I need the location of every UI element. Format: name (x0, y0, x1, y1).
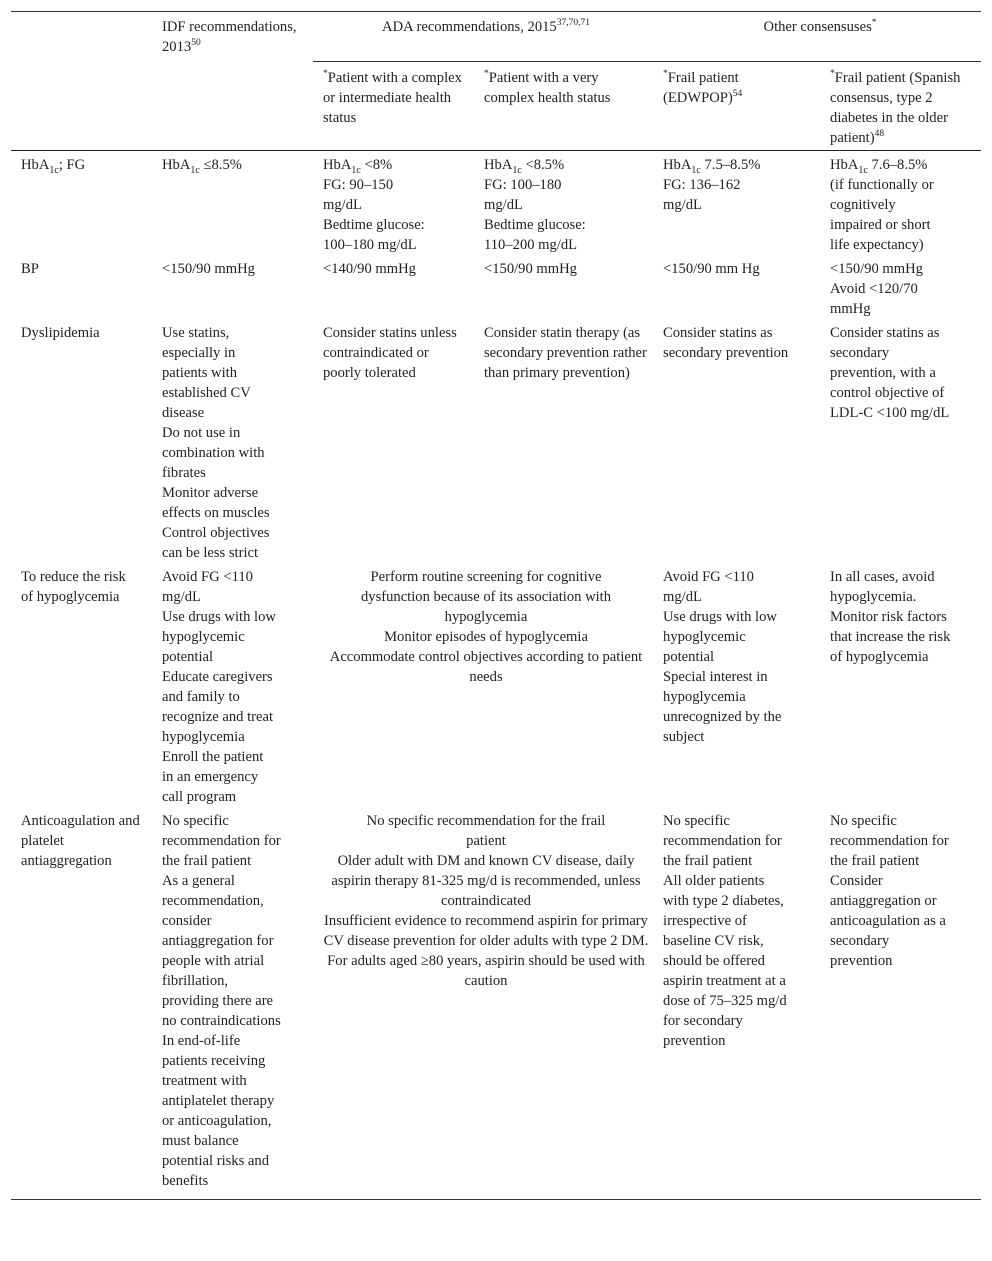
hb-value: <8% (360, 157, 393, 173)
cell-hba1c-ada-very (474, 151, 653, 258)
subheader-spanish-ref: 48 (874, 129, 885, 139)
subheader-edwpop-mark: * (663, 69, 668, 79)
table-row-hba1c (11, 151, 981, 258)
cell-anticoag-edwpop (653, 809, 820, 1200)
header-idf (152, 12, 313, 151)
hb-prefix: HbA (323, 157, 352, 173)
hb-sub: 1c (190, 165, 200, 176)
cell-line: As a general recommendation, consider antiaggregation for people with atrial fibrillation, providing there are no contraindications (162, 873, 281, 1029)
cell-line: Enroll the patient in an emergency call program (162, 749, 264, 805)
cell-hypoglycemia-idf (152, 565, 313, 809)
row-label-hypoglycemia: To reduce the risk of hypoglycemia (21, 569, 126, 605)
cell-hba1c-ada-very-fg: FG: 100–180 mg/dL (484, 177, 562, 213)
subheader-edwpop-label: Frail patient (EDWPOP) (663, 70, 739, 106)
subheader-spanish (820, 62, 981, 151)
cell-bp-spanish-line: <150/90 mmHg (830, 261, 923, 277)
cell-line: Avoid FG <110 mg/dL (663, 569, 754, 605)
cell-hba1c-spanish (820, 151, 981, 258)
cell-hba1c-edwpop-hb (663, 155, 816, 175)
cell-line: Avoid FG <110 mg/dL (162, 569, 253, 605)
cell-bp-spanish-line: Avoid <120/70 mmHg (830, 281, 918, 317)
cell-hba1c-ada-complex (313, 151, 474, 258)
hb-value: 7.6–8.5% (867, 157, 928, 173)
cell-hba1c-ada-complex-hb (323, 155, 470, 175)
header-other (653, 12, 981, 62)
cell-hba1c-spanish-hb (830, 155, 977, 175)
header-ada-label: ADA recommendations, 2015 (382, 19, 557, 35)
cell-hba1c-ada-complex-fg: FG: 90–150 mg/dL (323, 177, 394, 213)
subheader-spanish-label: Frail patient (Spanish consensus, type 2 diabetes in the older patient) (830, 70, 961, 146)
cell-anticoag-spanish (820, 809, 981, 1200)
cell-dyslipidemia-spanish: Consider statins as secondary prevention, with a control objective of LDL-C <100 mg/dL (830, 325, 950, 421)
cell-bp-ada-complex: <140/90 mmHg (323, 261, 416, 277)
cell-line: Perform routine screening for cognitive dysfunction because of its association with hypoglycemia (360, 569, 612, 625)
cell-line: No specific recommendation for the frail patient (830, 813, 949, 869)
hb-value: <8.5% (521, 157, 565, 173)
row-label-bp: BP (21, 261, 39, 277)
subheader-ada-very-label: Patient with a very complex health status (484, 70, 611, 106)
cell-line: Insufficient evidence to recommend aspirin for primary CV disease prevention for older adults with type 2 DM. For adults aged ≥80 years, aspirin should be used with caution (323, 913, 649, 989)
subheader-ada-complex (313, 62, 474, 151)
hb-sub: 1c (858, 165, 868, 176)
hb-value: 7.5–8.5% (700, 157, 761, 173)
cell-hypoglycemia-ada (313, 565, 653, 809)
cell-hypoglycemia-spanish (820, 565, 981, 809)
cell-line: Control objectives can be less strict (162, 525, 270, 561)
header-idf-label: IDF recommendations, 2013 (162, 19, 297, 55)
cell-line: Special interest in hypoglycemia unrecognized by the subject (663, 669, 782, 745)
cell-dyslipidemia-ada-very: Consider statin therapy (as secondary prevention rather than primary prevention) (484, 325, 647, 381)
table-row-dyslipidemia (11, 321, 981, 565)
hb-prefix: HbA (663, 157, 692, 173)
cell-line: No specific recommendation for the frail patient (366, 813, 606, 849)
cell-bp-ada-very: <150/90 mmHg (484, 261, 577, 277)
subheader-ada-complex-mark: * (323, 69, 328, 79)
subheader-ada-very (474, 62, 653, 151)
subheader-spanish-mark: * (830, 69, 835, 79)
cell-hba1c-idf-value: ≤8.5% (199, 157, 242, 173)
header-idf-ref: 50 (191, 38, 201, 48)
cell-line: In end-of-life patients receiving treatment with antiplatelet therapy or anticoagulation, must balance potential risks and benefits (162, 1033, 275, 1189)
cell-line: No specific recommendation for the frail patient (162, 813, 281, 869)
cell-line: Use drugs with low hypoglycemic potential (663, 609, 777, 665)
cell-dyslipidemia-edwpop: Consider statins as secondary prevention (663, 325, 789, 361)
hb-sub: 1c (691, 165, 701, 176)
row-label-hba1c (11, 151, 152, 258)
cell-line: Use statins, especially in patients with established CV disease (162, 325, 251, 421)
row-label-anticoagulation: Anticoagulation and platelet antiaggregation (11, 809, 152, 1200)
cell-hypoglycemia-edwpop (653, 565, 820, 809)
cell-bp-spanish (820, 257, 981, 321)
header-empty-cell-2 (11, 62, 152, 151)
hb-sub: 1c (512, 165, 522, 176)
header-ada-ref: 37,70,71 (556, 18, 590, 28)
table-row-hypoglycemia (11, 565, 981, 809)
hb-prefix: HbA (830, 157, 859, 173)
cell-hba1c-ada-very-bed: Bedtime glucose: 110–200 mg/dL (484, 217, 586, 253)
cell-hba1c-ada-very-hb (484, 155, 649, 175)
cell-line: Accommodate control objectives according to patient needs (329, 649, 643, 685)
cell-bp-idf: <150/90 mmHg (162, 261, 255, 277)
cell-line: Monitor risk factors that increase the risk of hypoglycemia (830, 609, 951, 665)
cell-line: In all cases, avoid hypoglycemia. (830, 569, 935, 605)
cell-anticoag-ada (313, 809, 653, 1200)
cell-hba1c-edwpop-fg: FG: 136–162 mg/dL (663, 177, 741, 213)
row-label-dyslipidemia: Dyslipidemia (21, 325, 100, 341)
cell-line: Monitor adverse effects on muscles (162, 485, 270, 521)
hb-sub: 1c (351, 165, 361, 176)
cell-line: Older adult with DM and known CV disease, daily aspirin therapy 81-325 mg/d is recommended, unless contraindicated (331, 853, 641, 909)
row-label-hba1c-a: HbA (21, 157, 50, 173)
cell-hba1c-edwpop (653, 151, 820, 258)
cell-hba1c-spanish-note: (if functionally or cognitively impaired or short life expectancy) (830, 177, 934, 253)
table-row-bp (11, 257, 981, 321)
cell-line: No specific recommendation for the frail patient (663, 813, 782, 869)
cell-dyslipidemia-ada-complex: Consider statins unless contraindicated or poorly tolerated (323, 325, 457, 381)
header-other-label: Other consensuses (763, 19, 872, 35)
cell-dyslipidemia-idf (152, 321, 313, 565)
cell-line: All older patients with type 2 diabetes, irrespective of baseline CV risk, should be offered aspirin treatment at a dose of 75–325 mg/d for secondary prevention (663, 873, 787, 1049)
header-other-mark: * (871, 18, 877, 28)
hb-prefix: HbA (162, 157, 191, 173)
recommendations-table (11, 11, 981, 1200)
cell-line: Educate caregivers and family to recognize and treat hypoglycemia (162, 669, 274, 745)
subheader-edwpop (653, 62, 820, 151)
subheader-ada-complex-label: Patient with a complex or intermediate health status (323, 70, 462, 126)
cell-hba1c-idf (152, 151, 313, 258)
cell-hba1c-ada-complex-bed: Bedtime glucose: 100–180 mg/dL (323, 217, 425, 253)
subheader-ada-very-mark: * (484, 69, 489, 79)
hb-prefix: HbA (484, 157, 513, 173)
subheader-edwpop-ref: 54 (732, 89, 743, 99)
row-label-hba1c-b: ; FG (58, 157, 86, 173)
row-label-hba1c-sub: 1c (49, 165, 59, 176)
cell-line: Monitor episodes of hypoglycemia (384, 629, 588, 645)
header-empty-cell (11, 12, 152, 62)
table-row-anticoagulation (11, 809, 981, 1200)
cell-line: Consider antiaggregation or anticoagulation as a secondary prevention (830, 873, 946, 969)
cell-line: Use drugs with low hypoglycemic potential (162, 609, 276, 665)
cell-line: Do not use in combination with fibrates (162, 425, 265, 481)
cell-bp-edwpop: <150/90 mm Hg (663, 261, 760, 277)
header-ada (313, 12, 653, 62)
cell-anticoag-idf (152, 809, 313, 1200)
